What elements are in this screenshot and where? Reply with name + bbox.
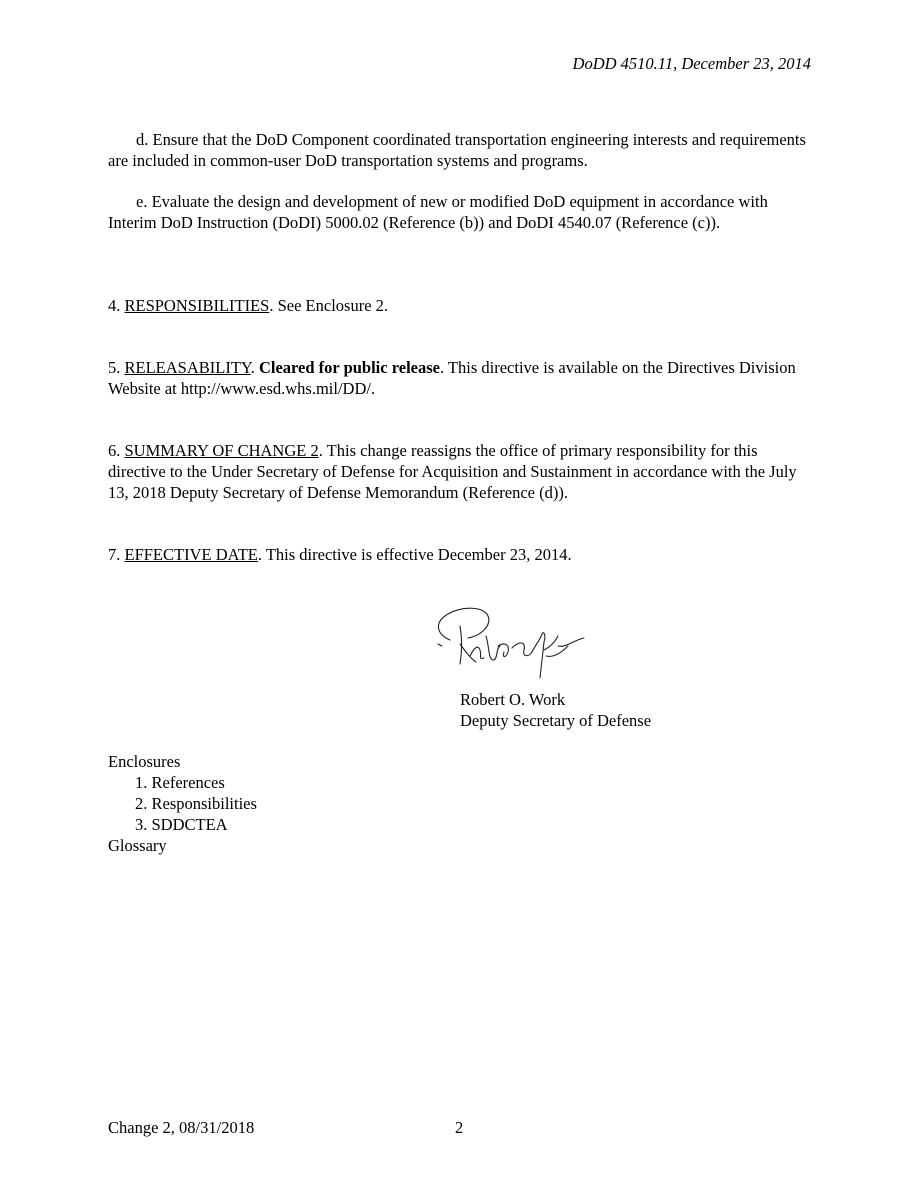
signer-block bbox=[460, 689, 651, 731]
section-heading: EFFECTIVE DATE bbox=[124, 545, 258, 564]
section-5-releasability bbox=[108, 357, 814, 399]
section-number: 6. bbox=[108, 441, 125, 460]
document-header: DoDD 4510.11, December 23, 2014 bbox=[572, 54, 811, 73]
section-separator: . bbox=[250, 358, 259, 377]
enclosure-item: 3. SDDCTEA bbox=[135, 815, 228, 834]
section-text: . See Enclosure 2. bbox=[269, 296, 389, 315]
section-4-responsibilities bbox=[108, 295, 814, 316]
release-statement: Cleared for public release bbox=[258, 358, 440, 377]
glossary-label: Glossary bbox=[108, 836, 167, 855]
section-text: . This directive is available on the Directives Division Website at http://www.esd.whs.mil/DD/. bbox=[108, 358, 796, 398]
enclosure-item: 2. Responsibilities bbox=[135, 794, 257, 813]
paragraph-e: e. Evaluate the design and development of new or modified DoD equipment in accordance with Interim DoD Instruction (DoDI) 5000.02 (Reference (b)) and DoDI 4540.07 (Reference (c)). bbox=[108, 192, 768, 232]
section-heading: SUMMARY OF CHANGE 2 bbox=[124, 441, 319, 460]
section-heading: RESPONSIBILITIES bbox=[124, 296, 270, 315]
paragraph-d: d. Ensure that the DoD Component coordinated transportation engineering interests and requirements are included in common-user DoD transportation systems and programs. bbox=[108, 130, 806, 170]
enclosures-heading: Enclosures bbox=[108, 752, 181, 771]
section-number: 4. bbox=[108, 296, 125, 315]
section-text: . This change reassigns the office of primary responsibility for this directive to the Under Secretary of Defense for Acquisition and Sustainment in accordance with the July 13, 2018 Deputy Secretary of Defense Memorandum (Reference (d)). bbox=[108, 441, 797, 502]
section-text: . This directive is effective December 23, 2014. bbox=[257, 545, 572, 564]
section-7-effective-date bbox=[108, 544, 814, 565]
section-6-summary-of-change bbox=[108, 440, 814, 503]
section-heading: RELEASABILITY bbox=[124, 358, 251, 377]
enclosures-list bbox=[108, 751, 257, 856]
footer-change-label: Change 2, 08/31/2018 bbox=[108, 1118, 255, 1137]
signature bbox=[428, 600, 598, 686]
enclosure-item: 1. References bbox=[135, 773, 225, 792]
signer-title: Deputy Secretary of Defense bbox=[460, 711, 652, 730]
section-number: 7. bbox=[108, 545, 125, 564]
page-number: 2 bbox=[455, 1118, 464, 1137]
signer-name: Robert O. Work bbox=[460, 690, 566, 709]
section-number: 5. bbox=[108, 358, 125, 377]
